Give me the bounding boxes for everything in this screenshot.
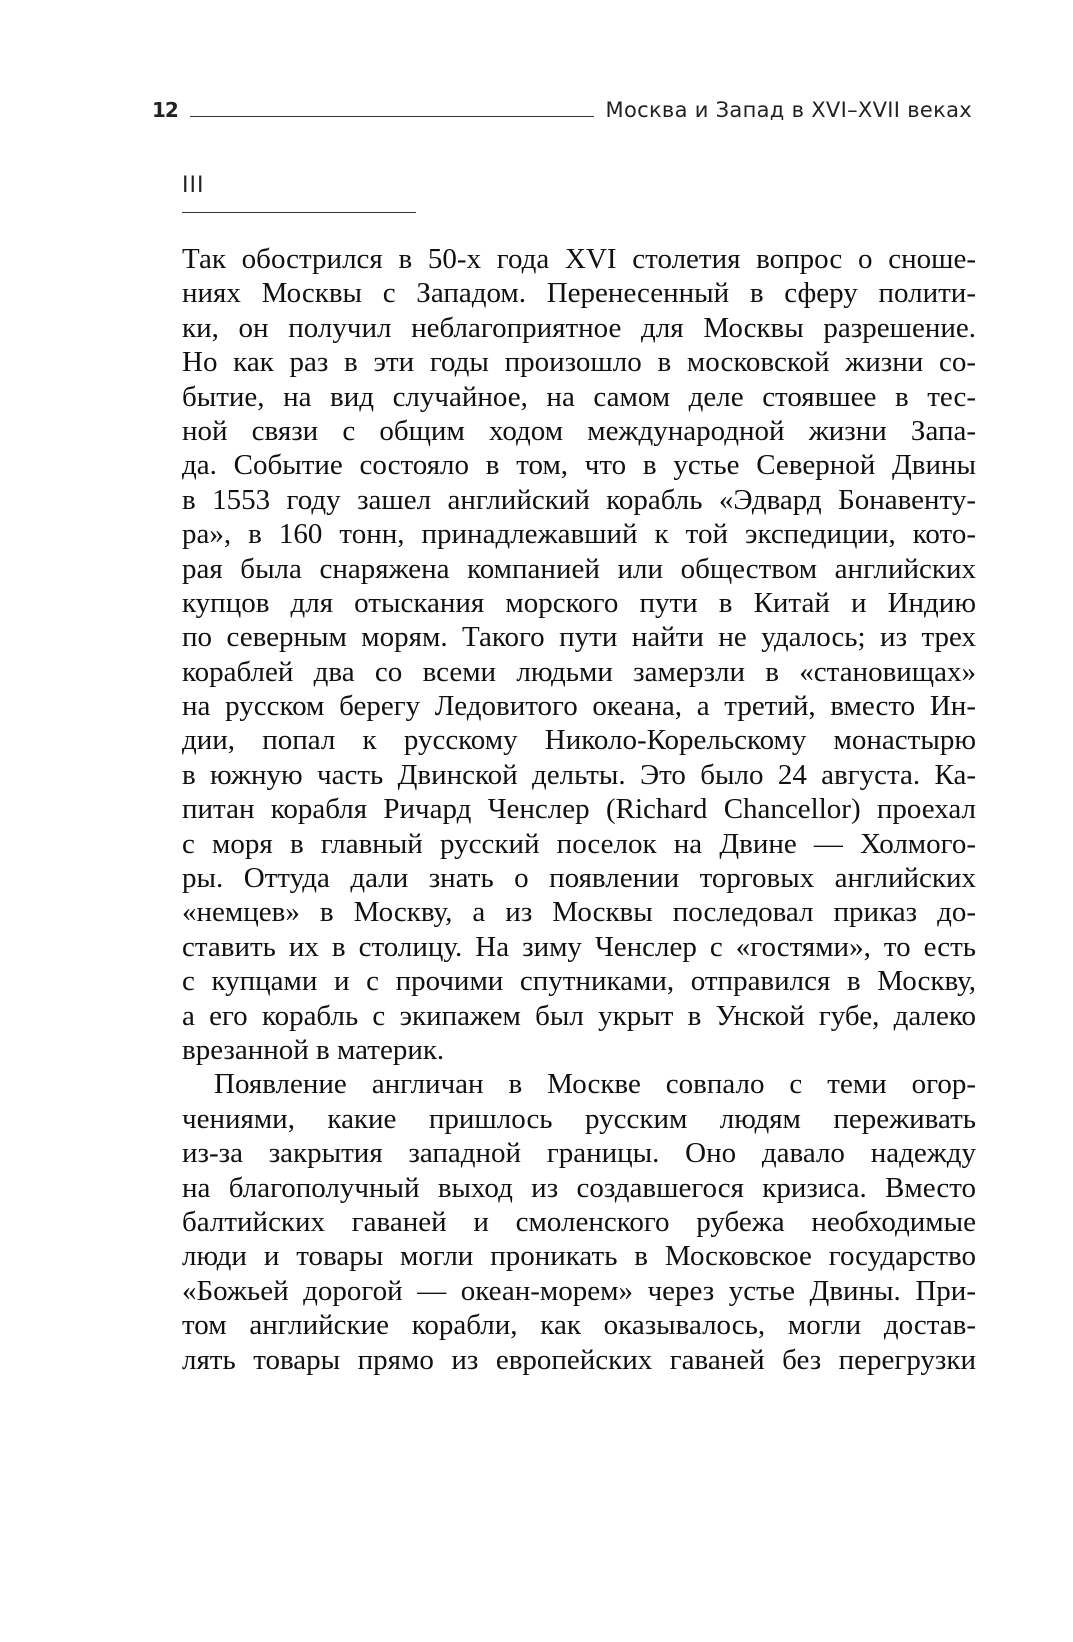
- text-line: люди и товары могли проникать в Московское государство: [182, 1240, 976, 1273]
- text-line: Так обострился в 50-х года XVI столетия вопрос о сноше-: [182, 243, 976, 275]
- text-line: ниях Москвы с Западом. Перенесенный в сферу полити-: [182, 277, 976, 310]
- text-line: лять товары прямо из европейских гаваней без перегрузки: [182, 1343, 976, 1376]
- text-line: Но как раз в эти годы произошло в московской жизни со-: [182, 346, 976, 379]
- paragraph: [182, 1067, 976, 1377]
- text-line: а его корабль с экипажем был укрыт в Унской губе, далеко: [182, 999, 976, 1032]
- text-line: дии, попал к русскому Николо-Корельскому монастырю: [182, 724, 976, 757]
- text-line: ставить их в столицу. На зиму Ченслер с «гостями», то есть: [182, 930, 976, 963]
- text-line: «Божьей дорогой — океан-морем» через устье Двины. При-: [182, 1274, 976, 1307]
- body-text: [182, 242, 976, 1377]
- text-line: кораблей два со всеми людьми замерзли в «становищах»: [182, 655, 976, 688]
- page-number: 12: [152, 98, 178, 122]
- text-line: на благополучный выход из создавшегося кризиса. Вместо: [182, 1171, 976, 1204]
- text-line: бытие, на вид случайное, на самом деле стоявшее в тес-: [182, 380, 976, 413]
- text-line: Появление англичан в Москве совпало с теми огор-: [214, 1068, 976, 1101]
- text-line: в южную часть Двинской дельты. Это было 24 августа. Ка-: [182, 758, 976, 791]
- text-line: рая была снаряжена компанией или обществом английских: [182, 552, 976, 585]
- header-rule: [190, 116, 594, 117]
- text-line: врезанной в материк.: [182, 1033, 445, 1066]
- text-line: с купцами и с прочими спутниками, отправился в Москву,: [182, 965, 976, 998]
- text-line: ры. Оттуда дали знать о появлении торговых английских: [182, 862, 976, 895]
- text-line: ра», в 160 тонн, принадлежавший к той экспедиции, кото-: [182, 518, 976, 551]
- text-line: питан корабля Ричард Ченслер (Richard Chancellor) проехал: [182, 793, 976, 826]
- paragraph: [182, 242, 976, 1067]
- text-line: в 1553 году зашел английский корабль «Эдвард Бонавенту-: [182, 483, 976, 516]
- running-header: [152, 92, 972, 122]
- text-line: да. Событие состояло в том, что в устье Северной Двины: [182, 449, 976, 482]
- section-rule: [182, 212, 416, 213]
- text-line: купцов для отыскания морского пути в Китай и Индию: [182, 586, 976, 619]
- text-line: том английские корабли, как оказывалось, могли достав-: [182, 1309, 976, 1342]
- text-line: с моря в главный русский поселок на Двине — Холмого-: [182, 827, 976, 860]
- text-line: балтийских гаваней и смоленского рубежа необходимые: [182, 1205, 976, 1238]
- text-line: по северным морям. Такого пути найти не удалось; из трех: [182, 621, 976, 654]
- text-line: ки, он получил неблагоприятное для Москвы разрешение.: [182, 311, 976, 344]
- text-line: из-за закрытия западной границы. Оно давало надежду: [182, 1137, 976, 1170]
- text-line: ной связи с общим ходом международной жизни Запа-: [182, 414, 976, 447]
- running-title: Москва и Запад в XVI–XVII веках: [605, 98, 972, 122]
- section-number: III: [182, 173, 205, 198]
- text-line: «немцев» в Москву, а из Москвы последовал приказ до-: [182, 896, 976, 929]
- text-line: на русском берегу Ледовитого океана, а третий, вместо Ин-: [182, 690, 976, 723]
- text-line: чениями, какие пришлось русским людям переживать: [182, 1102, 976, 1135]
